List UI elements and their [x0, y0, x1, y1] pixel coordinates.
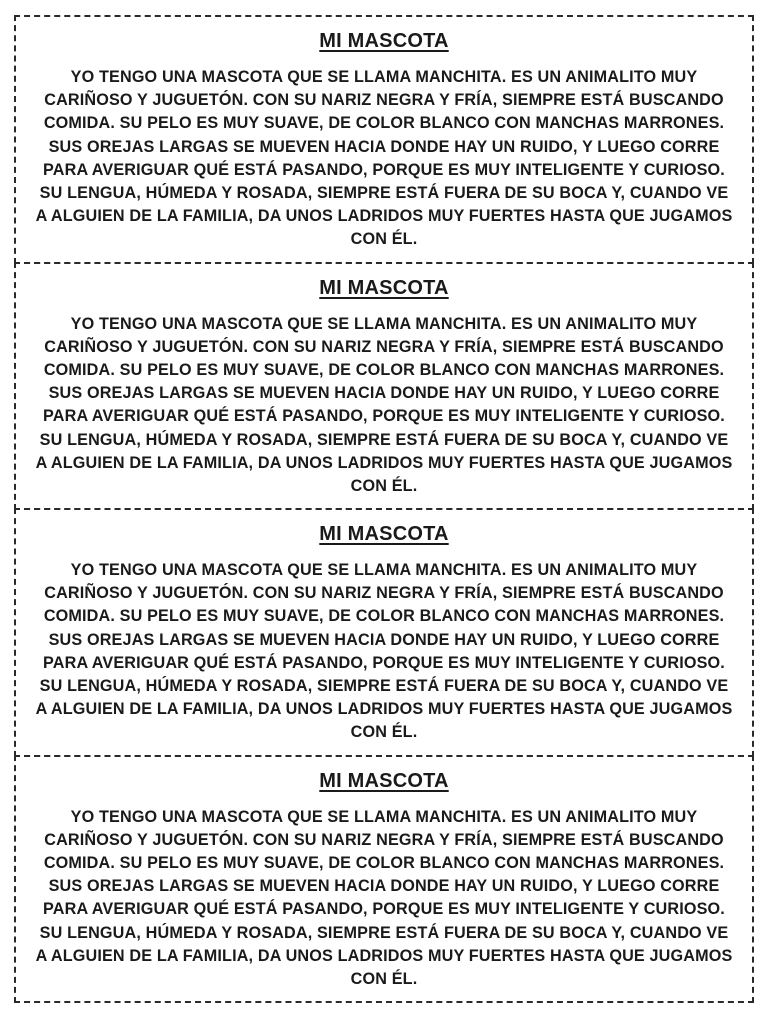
reading-card-1 [14, 15, 754, 264]
card-body-text: YO TENGO UNA MASCOTA QUE SE LLAMA MANCHITA. ES UN ANIMALITO MUY CARIÑOSO Y JUGUETÓN. CON SU NARIZ NEGRA Y FRÍA, SIEMPRE ESTÁ BUSCANDO COMIDA. SU PELO ES MUY SUAVE, DE COLOR BLANCO CON MANCHAS MARRONES. SUS OREJAS LARGAS SE MUEVEN HACIA DONDE HAY UN RUIDO, Y LUEGO CORRE PARA AVERIGUAR QUÉ ESTÁ PASANDO, PORQUE ES MUY INTELIGENTE Y CURIOSO. SU LENGUA, HÚMEDA Y ROSADA, SIEMPRE ESTÁ FUERA DE SU BOCA Y, CUANDO VE A ALGUIEN DE LA FAMILIA, DA UNOS LADRIDOS MUY FUERTES HASTA QUE JUGAMOS CON ÉL. [35, 68, 733, 249]
card-body-text: YO TENGO UNA MASCOTA QUE SE LLAMA MANCHITA. ES UN ANIMALITO MUY CARIÑOSO Y JUGUETÓN. CON SU NARIZ NEGRA Y FRÍA, SIEMPRE ESTÁ BUSCANDO COMIDA. SU PELO ES MUY SUAVE, DE COLOR BLANCO CON MANCHAS MARRONES. SUS OREJAS LARGAS SE MUEVEN HACIA DONDE HAY UN RUIDO, Y LUEGO CORRE PARA AVERIGUAR QUÉ ESTÁ PASANDO, PORQUE ES MUY INTELIGENTE Y CURIOSO. SU LENGUA, HÚMEDA Y ROSADA, SIEMPRE ESTÁ FUERA DE SU BOCA Y, CUANDO VE A ALGUIEN DE LA FAMILIA, DA UNOS LADRIDOS MUY FUERTES HASTA QUE JUGAMOS CON ÉL. [35, 561, 733, 742]
card-title: MI MASCOTA [319, 523, 449, 545]
reading-card-2 [14, 262, 754, 511]
reading-card-3 [14, 508, 754, 757]
card-title: MI MASCOTA [319, 769, 449, 792]
reading-card-4 [14, 755, 754, 1004]
card-body-text: YO TENGO UNA MASCOTA QUE SE LLAMA MANCHITA. ES UN ANIMALITO MUY CARIÑOSO Y JUGUETÓN. CON SU NARIZ NEGRA Y FRÍA, SIEMPRE ESTÁ BUSCANDO COMIDA. SU PELO ES MUY SUAVE, DE COLOR BLANCO CON MANCHAS MARRONES. SUS OREJAS LARGAS SE MUEVEN HACIA DONDE HAY UN RUIDO, Y LUEGO CORRE PARA AVERIGUAR QUÉ ESTÁ PASANDO, PORQUE ES MUY INTELIGENTE Y CURIOSO. SU LENGUA, HÚMEDA Y ROSADA, SIEMPRE ESTÁ FUERA DE SU BOCA Y, CUANDO VE A ALGUIEN DE LA FAMILIA, DA UNOS LADRIDOS MUY FUERTES HASTA QUE JUGAMOS CON ÉL. [35, 807, 733, 988]
card-body-text: YO TENGO UNA MASCOTA QUE SE LLAMA MANCHITA. ES UN ANIMALITO MUY CARIÑOSO Y JUGUETÓN. CON SU NARIZ NEGRA Y FRÍA, SIEMPRE ESTÁ BUSCANDO COMIDA. SU PELO ES MUY SUAVE, DE COLOR BLANCO CON MANCHAS MARRONES. SUS OREJAS LARGAS SE MUEVEN HACIA DONDE HAY UN RUIDO, Y LUEGO CORRE PARA AVERIGUAR QUÉ ESTÁ PASANDO, PORQUE ES MUY INTELIGENTE Y CURIOSO. SU LENGUA, HÚMEDA Y ROSADA, SIEMPRE ESTÁ FUERA DE SU BOCA Y, CUANDO VE A ALGUIEN DE LA FAMILIA, DA UNOS LADRIDOS MUY FUERTES HASTA QUE JUGAMOS CON ÉL. [35, 314, 733, 495]
card-title: MI MASCOTA [319, 30, 449, 52]
card-title: MI MASCOTA [319, 276, 449, 299]
worksheet [14, 15, 754, 1009]
